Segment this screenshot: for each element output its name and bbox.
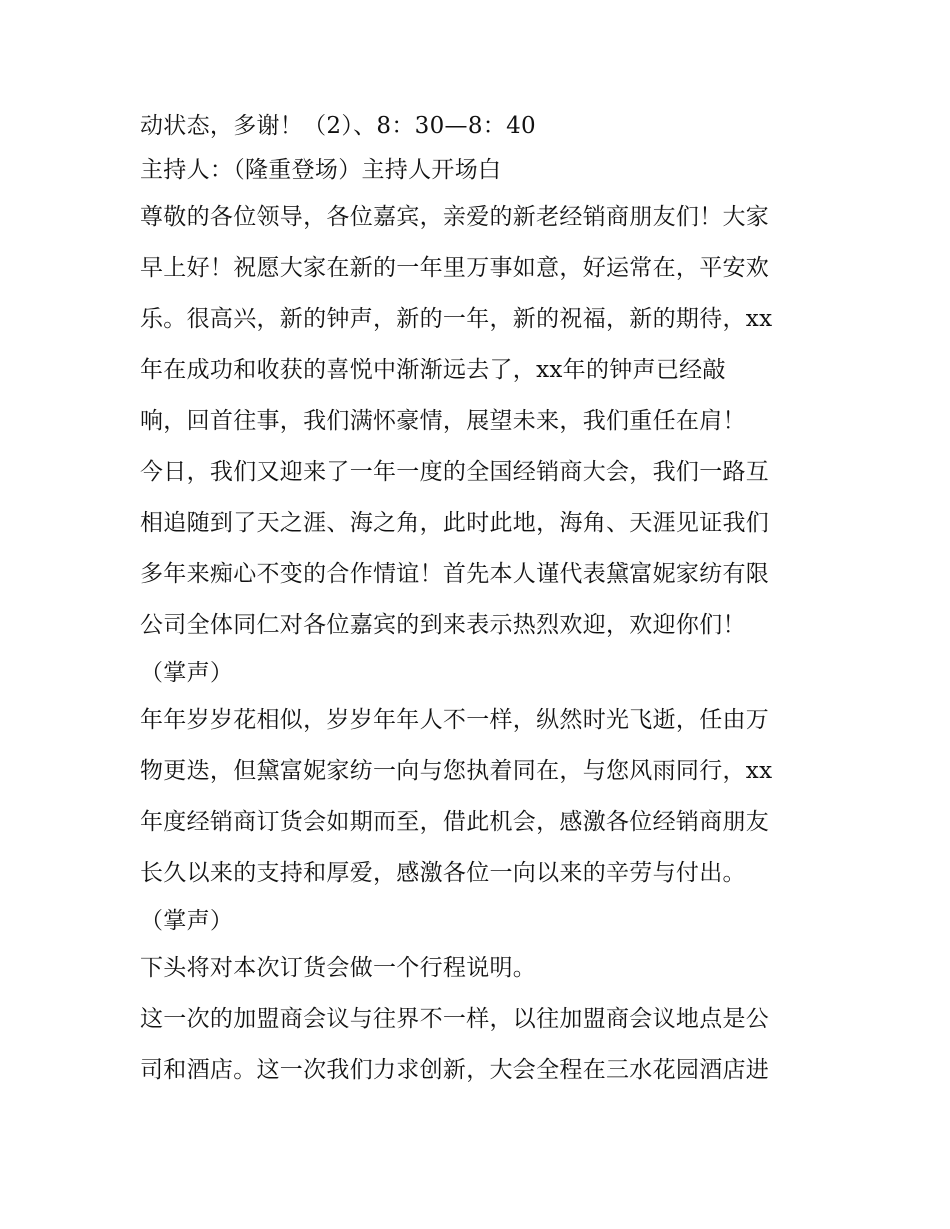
text-line: 相追随到了天之涯、海之角，此时此地，海角、天涯见证我们 bbox=[140, 510, 770, 536]
text-line: 物更迭，但黛富妮家纺一向与您执着同在，与您风雨同行，xx bbox=[140, 758, 773, 784]
text-line: 司和酒店。这一次我们力求创新，大会全程在三水花园酒店进 bbox=[140, 1057, 770, 1083]
text-line: 动状态，多谢！（2）、8：30—8：40 bbox=[140, 113, 536, 139]
text-line: 年在成功和收获的喜悦中渐渐远去了，xx年的钟声已经敲 bbox=[140, 357, 726, 383]
text-line: 公司全体同仁对各位嘉宾的到来表示热烈欢迎，欢迎你们！ bbox=[140, 612, 746, 638]
text-line: 多年来痴心不变的合作情谊！首先本人谨代表黛富妮家纺有限 bbox=[140, 561, 770, 587]
document-body bbox=[140, 104, 820, 1096]
text-line: 今日，我们又迎来了一年一度的全国经销商大会，我们一路互 bbox=[140, 459, 770, 485]
text-line: 尊敬的各位领导，各位嘉宾，亲爱的新老经销商朋友们！大家 bbox=[140, 204, 770, 230]
text-line: 年度经销商订货会如期而至，借此机会，感激各位经销商朋友 bbox=[140, 809, 770, 835]
text-line: 乐。很高兴，新的钟声，新的一年，新的祝福，新的期待，xx bbox=[140, 306, 773, 332]
text-line: 早上好！祝愿大家在新的一年里万事如意，好运常在，平安欢 bbox=[140, 255, 770, 281]
text-line: 这一次的加盟商会议与往界不一样，以往加盟商会议地点是公 bbox=[140, 1006, 770, 1032]
text-line: 主持人：（隆重登场）主持人开场白 bbox=[140, 157, 502, 183]
text-line: 响，回首往事，我们满怀豪情，展望未来，我们重任在肩！ bbox=[140, 408, 746, 434]
text-line: 年年岁岁花相似，岁岁年年人不一样，纵然时光飞逝，任由万 bbox=[140, 707, 770, 733]
text-line: （掌声） bbox=[140, 660, 234, 686]
text-line: （掌声） bbox=[140, 908, 234, 934]
text-line: 下头将对本次订货会做一个行程说明。 bbox=[140, 955, 537, 981]
text-line: 长久以来的支持和厚爱，感激各位一向以来的辛劳与付出。 bbox=[140, 860, 746, 886]
